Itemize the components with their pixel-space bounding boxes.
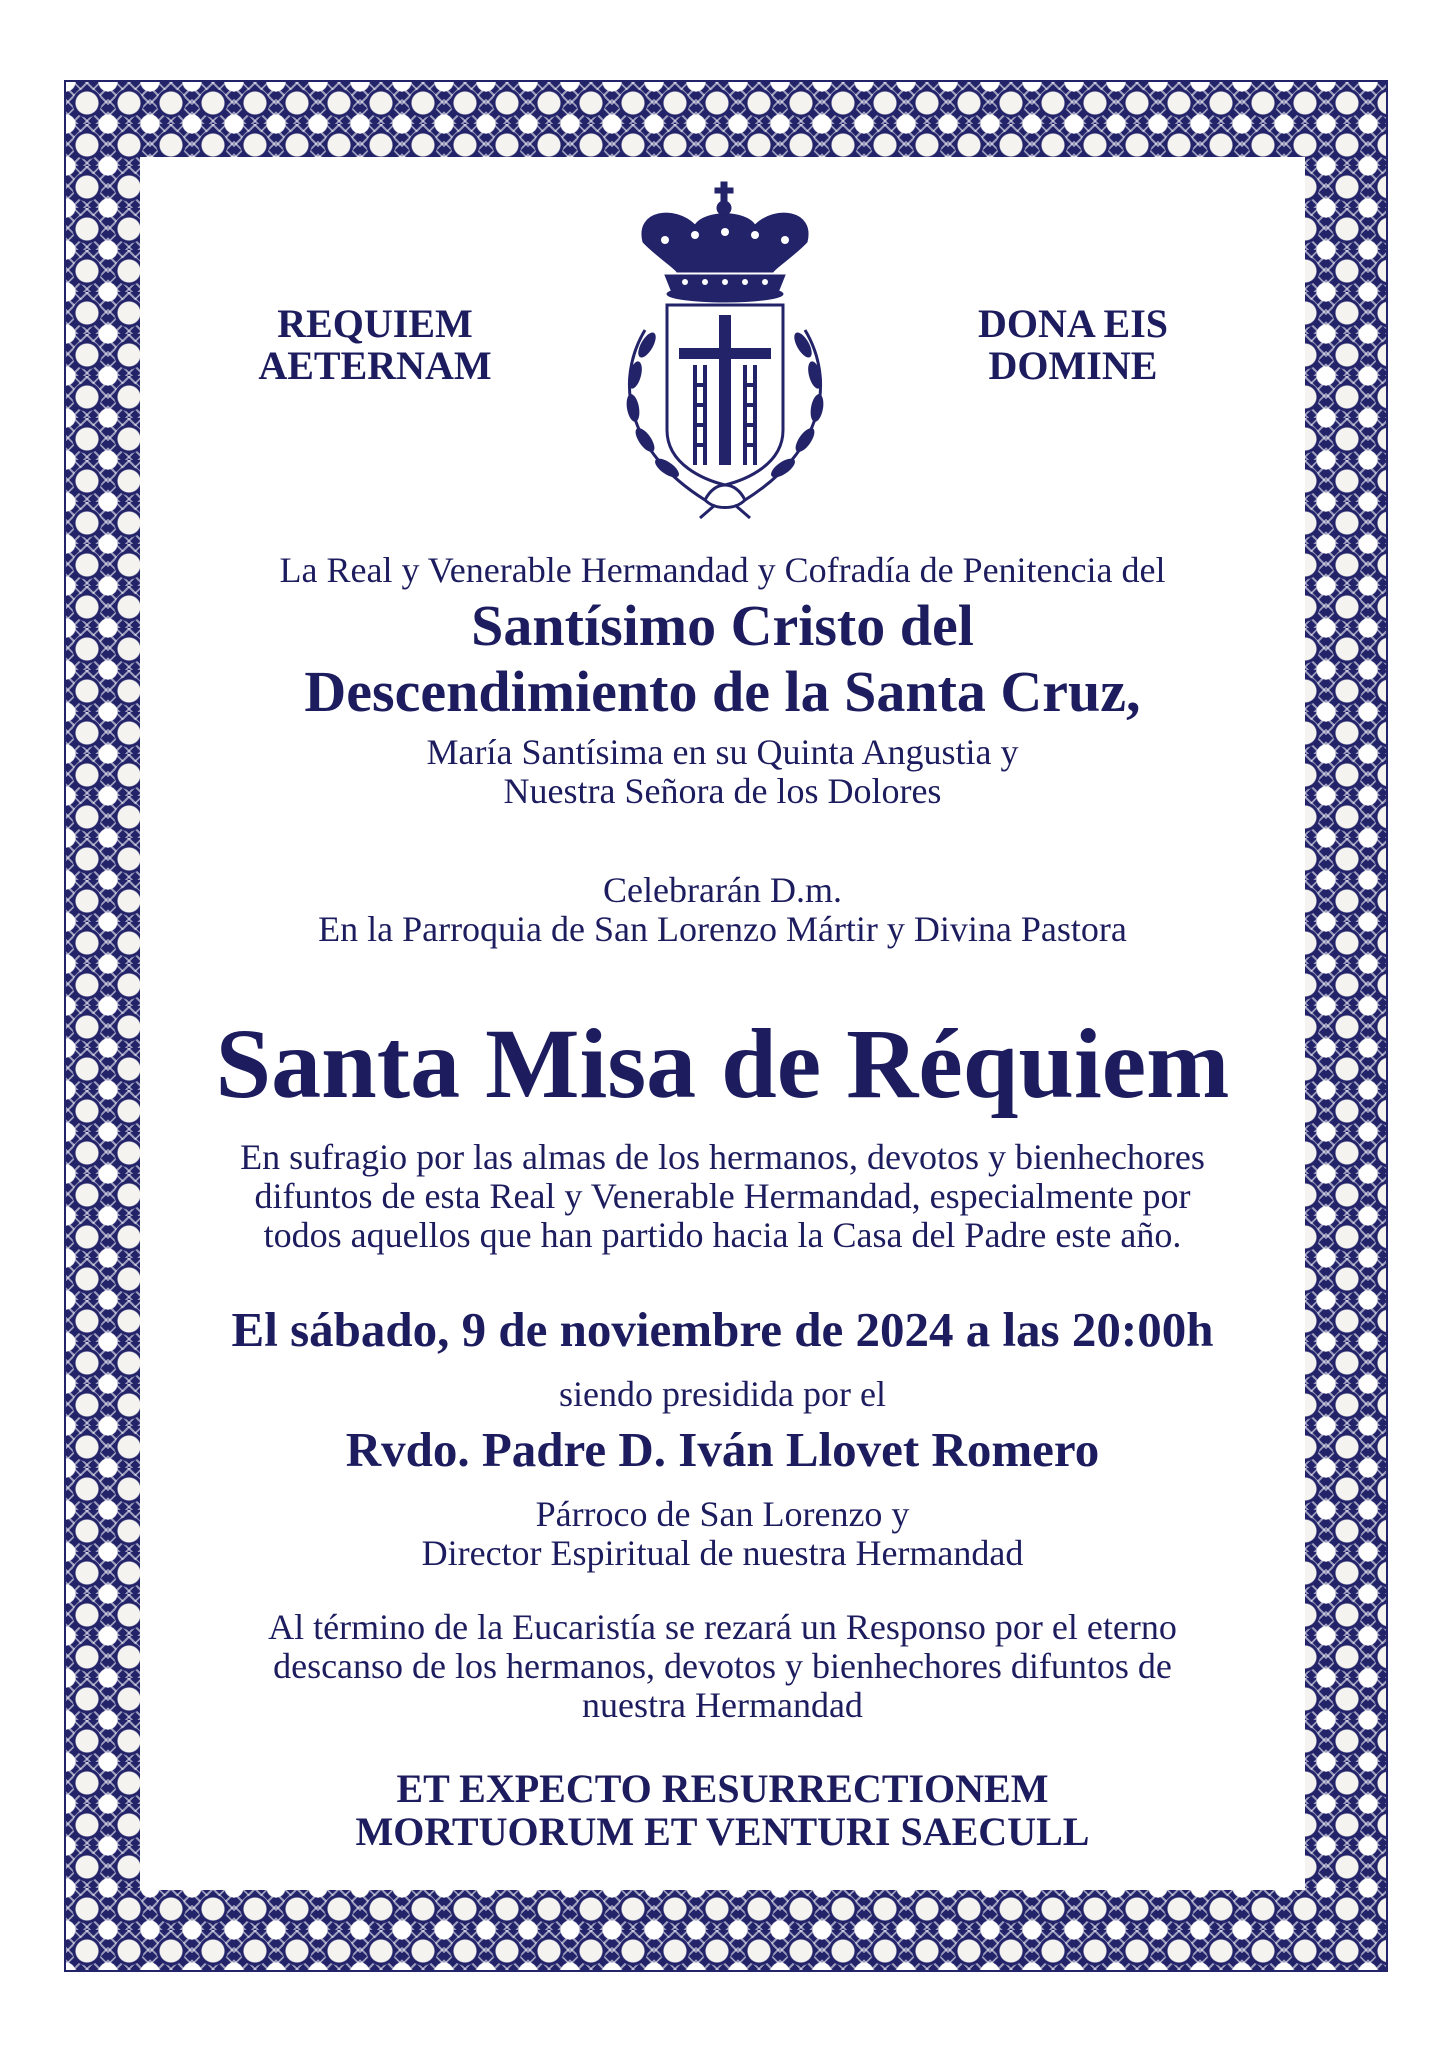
latin-left-line: AETERNAM	[258, 343, 492, 388]
closing-line: descanso de los hermanos, devotos y bienhechores difuntos de	[273, 1646, 1172, 1686]
suffrage-line: todos aquellos que han partido hacia la Casa del Padre este año.	[263, 1215, 1182, 1255]
brotherhood-crest-icon	[605, 180, 845, 520]
closing-line: nuestra Hermandad	[582, 1685, 863, 1725]
final-latin-line: MORTUORUM ET VENTURI SAECULL	[355, 1809, 1090, 1854]
final-latin	[143, 1767, 1302, 1853]
priest-role-line: Párroco de San Lorenzo y	[535, 1494, 910, 1534]
latin-right-line: DONA EIS	[977, 301, 1169, 346]
closing-line: Al término de la Eucaristía se rezará un Responso por el eterno	[268, 1607, 1177, 1647]
priest-role	[143, 1495, 1302, 1573]
latin-left-line: REQUIEM	[277, 301, 473, 346]
closing-text	[143, 1608, 1302, 1725]
subtitle	[143, 733, 1302, 811]
celebration-text	[143, 871, 1302, 949]
priest-name: Rvdo. Padre D. Iván Llovet Romero	[345, 1422, 1100, 1477]
title-line: Descendimiento de la Santa Cruz,	[304, 659, 1141, 724]
title-line: Santísimo Cristo del	[471, 593, 974, 658]
celebration-line: Celebrarán D.m.	[603, 870, 842, 910]
suffrage-line: En sufragio por las almas de los hermanos, devotos y bienhechores	[240, 1137, 1205, 1177]
latin-right-line: DOMINE	[988, 343, 1158, 388]
suffrage-text	[143, 1138, 1302, 1255]
latin-left	[225, 303, 525, 387]
subtitle-line: María Santísima en su Quinta Angustia y	[426, 732, 1019, 772]
latin-right	[923, 303, 1223, 387]
intro-line: La Real y Venerable Hermandad y Cofradía de Penitencia del	[279, 550, 1166, 590]
celebration-line: En la Parroquia de San Lorenzo Mártir y Divina Pastora	[318, 909, 1127, 949]
suffrage-line: difuntos de esta Real y Venerable Hermandad, especialmente por	[254, 1176, 1191, 1216]
event-title: Santa Misa de Réquiem	[215, 1008, 1230, 1119]
brotherhood-title	[143, 593, 1302, 725]
subtitle-line: Nuestra Señora de los Dolores	[503, 771, 942, 811]
priest-role-line: Director Espiritual de nuestra Hermandad	[421, 1533, 1024, 1573]
presided-text: siendo presidida por el	[559, 1374, 886, 1414]
final-latin-line: ET EXPECTO RESURRECTIONEM	[396, 1766, 1049, 1811]
event-date: El sábado, 9 de noviembre de 2024 a las 20:00h	[231, 1302, 1214, 1357]
